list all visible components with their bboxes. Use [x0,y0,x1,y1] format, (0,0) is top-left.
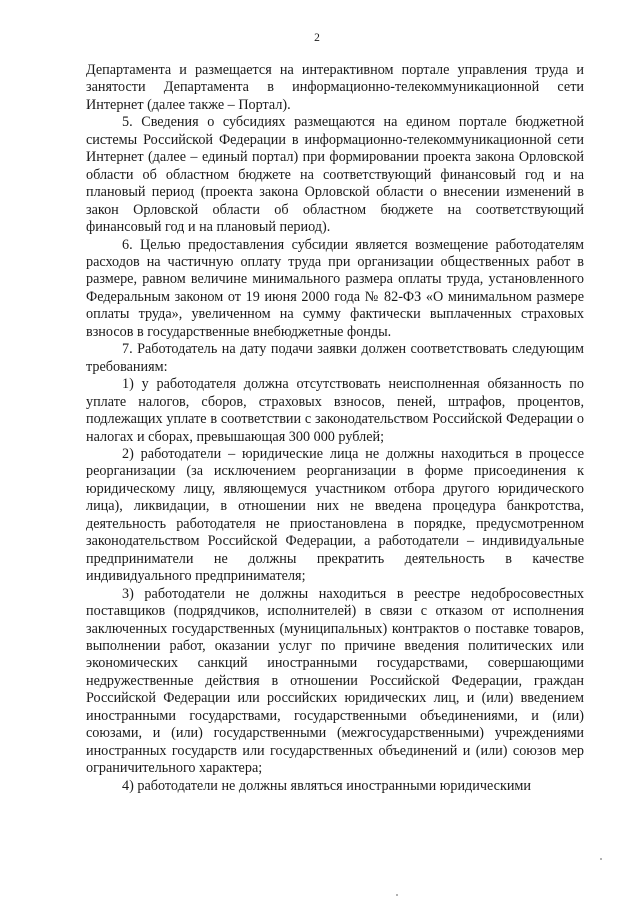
paragraph-item-6: 6. Целью предоставления субсидии является возмещение работодателям расходов на частичную оплату труда при организации общественных работ в размере, равном величине минимального размера оплаты труда, установленного Федеральным законом от 19 июня 2000 года № 82-ФЗ «О минимальном размере оплаты труда», увеличенном на сумму фактически выплаченных страховых взносов в государственные внебюджетные фонды. [86,236,584,340]
page-number: 2 [314,32,320,44]
document-body [86,62,584,795]
requirement-1: 1) у работодателя должна отсутствовать неисполненная обязанность по уплате налогов, сборов, страховых взносов, пеней, штрафов, процентов, подлежащих уплате в соответствии с законодательством Российской Федерации о налогах и сборах, превышающая 300 000 рублей; [86,376,584,445]
requirement-3: 3) работодатели не должны находиться в реестре недобросовестных поставщиков (подрядчиков, исполнителей) в связи с отказом от исполнения заключенных государственных (муниципальных) контрактов о поставке товаров, выполнении работ, оказании услуг по причине введения политических или экономических санкций иностранными государствами, совершающими недружественные действия в отношении Российской Федерации, граждан Российской Федерации или российских юридических лиц, и (или) введением иностранными государствами, государственными объединениями, и (или) союзами, и (или) государственными (межгосударственными) учреждениями иностранных государств или государственных объединений и (или) союзов мер ограничительного характера; [86,585,584,777]
paragraph-item-7: 7. Работодатель на дату подачи заявки должен соответствовать следующим требованиям: [86,341,584,375]
scan-speck [396,894,398,896]
requirement-4: 4) работодатели не должны являться иностранными юридическими [122,777,532,794]
scan-speck [600,858,602,860]
paragraph-item-5: 5. Сведения о субсидиях размещаются на едином портале бюджетной системы Российской Федерации в информационно-телекоммуникационной сети Интернет (далее – единый портал) при формировании проекта закона Орловской области об областном бюджете на соответствующий финансовый год и на плановый период (проекта закона Орловской области о внесении изменений в закон Орловской области об областном бюджете на соответствующий финансовый год и на плановый период). [86,114,584,236]
paragraph-continuation: Департамента и размещается на интерактивном портале управления труда и занятости Департамента в информационно-телекоммуникационной сети Интернет (далее также – Портал). [86,62,584,113]
requirement-2: 2) работодатели – юридические лица не должны находиться в процессе реорганизации (за исключением реорганизации в форме присоединения к юридическому лицу, являющемуся участником отбора другого юридического лица), ликвидации, в отношении них не введена процедура банкротства, деятельность работодателя не приостановлена в порядке, предусмотренном законодательством Российской Федерации, а работодатели – индивидуальные предприниматели не должны прекратить деятельность в качестве индивидуального предпринимателя; [86,445,584,585]
